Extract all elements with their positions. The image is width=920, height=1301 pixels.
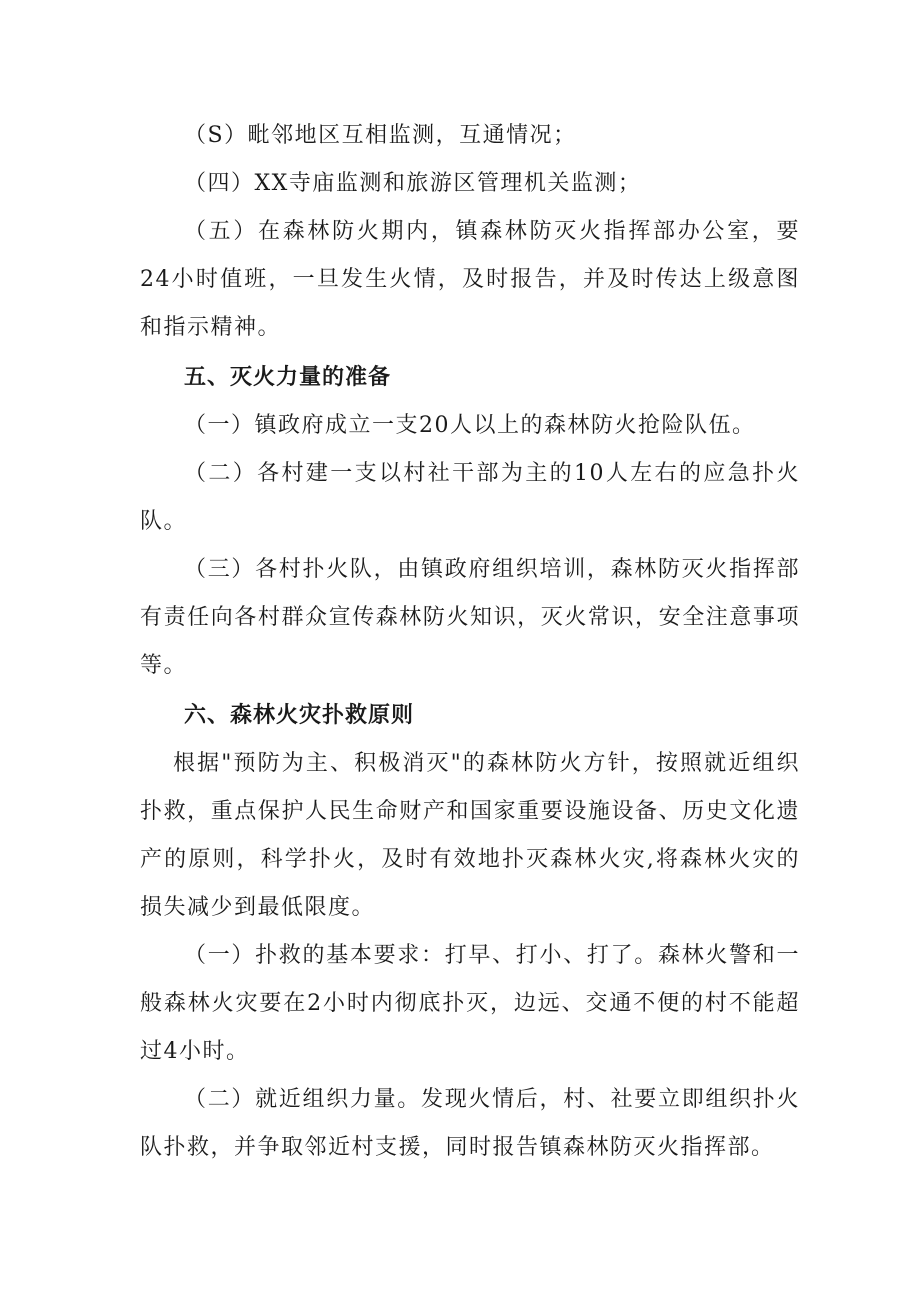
paragraph-item-4: （四）XX寺庙监测和旅游区管理机关监测； [184, 171, 642, 196]
section-6-intro: 根据"预防为主、积极消灭"的森林防火方针，按照就近组织扑救，重点保护人民生命财产和国家重要设施设备、历史文化遗产的原则，科学扑火，及时有效地扑灭森林火灾,将森林火灾的损失减少到最低限度。 [140, 751, 800, 920]
section-5-heading: 五、灭火力量的准备 [184, 365, 392, 390]
section-6-heading: 六、森林火灾扑救原则 [184, 703, 415, 728]
paragraph-s-item: （S）毗邻地区互相监测，互通情况； [184, 123, 577, 148]
document-body [140, 112, 800, 1172]
section-5-item-2: （二）各村建一支以村社干部为主的10人左右的应急扑火队。 [140, 461, 800, 534]
section-5-item-3: （三）各村扑火队，由镇政府组织培训，森林防灭火指挥部有责任向各村群众宣传森林防火知识，灭火常识，安全注意事项等。 [140, 557, 800, 678]
section-6-item-1: （一）扑救的基本要求：打早、打小、打了。森林火警和一般森林火灾要在2小时内彻底扑灭，边远、交通不便的村不能超过4小时。 [140, 943, 800, 1064]
paragraph-item-5: （五）在森林防火期内，镇森林防灭火指挥部办公室，要24小时值班，一旦发生火情，及时报告，并及时传达上级意图和指示精神。 [140, 219, 800, 340]
section-5-item-1: （一）镇政府成立一支20人以上的森林防火抢险队伍。 [184, 413, 756, 438]
section-6-item-2: （二）就近组织力量。发现火情后，村、社要立即组织扑火队扑救，并争取邻近村支援，同时报告镇森林防灭火指挥部。 [140, 1087, 800, 1160]
